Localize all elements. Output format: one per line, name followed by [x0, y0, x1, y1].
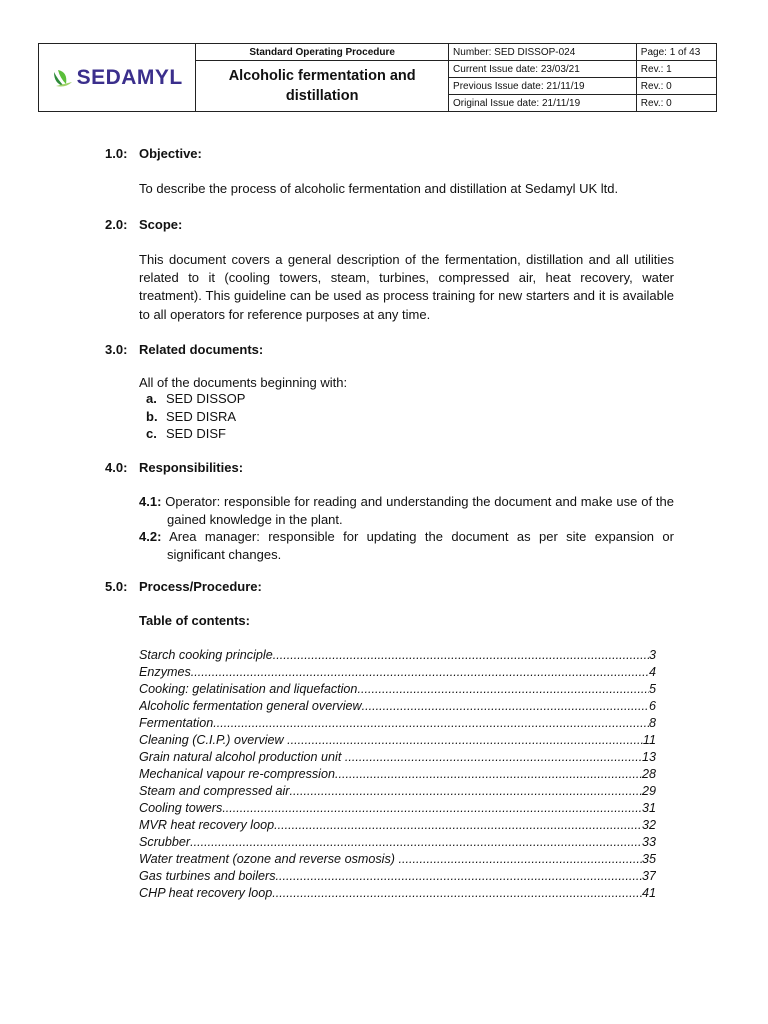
related-intro: All of the documents beginning with:: [139, 375, 348, 390]
dot-leader: [213, 715, 649, 732]
page-count: Page: 1 of 43: [636, 44, 716, 61]
toc-page-number: 33: [641, 835, 656, 849]
dot-leader: [190, 834, 642, 851]
toc-page-number: 35: [641, 852, 656, 866]
header-table: [38, 43, 717, 112]
dot-leader: [357, 681, 649, 698]
toc-entry[interactable]: [139, 698, 656, 715]
toc-page-number: 8: [648, 716, 656, 730]
toc-entry[interactable]: [139, 885, 656, 902]
dot-leader: [335, 766, 642, 783]
doc-title: Alcoholic fermentation and distillation: [196, 61, 449, 112]
dot-leader: [362, 698, 649, 715]
toc-entry[interactable]: [139, 834, 656, 851]
toc-entry[interactable]: [139, 766, 656, 783]
toc-entry-title: Steam and compressed air: [139, 784, 290, 798]
list-item: c. SED DISF: [146, 426, 226, 441]
toc-entry-title: Grain natural alcohol production unit: [139, 750, 345, 764]
toc-entry-title: Cooling towers: [139, 801, 223, 815]
original-rev: Rev.: 0: [636, 95, 716, 112]
dot-leader: [272, 885, 642, 902]
leaf-icon: [52, 68, 74, 88]
responsibilities-list: [139, 493, 674, 563]
toc-entry[interactable]: [139, 647, 656, 664]
section-heading: Related documents:: [139, 342, 264, 357]
list-item: 4.1: Operator: responsible for reading and understanding the document and make use of the gained knowledge in the plant.: [139, 494, 674, 527]
toc-entry[interactable]: [139, 800, 656, 817]
toc-entry[interactable]: [139, 817, 656, 834]
previous-rev: Rev.: 0: [636, 78, 716, 95]
dot-leader: [290, 783, 642, 800]
toc-page-number: 11: [642, 733, 656, 747]
dot-leader: [276, 868, 642, 885]
section-number: 5.0:: [105, 579, 128, 594]
toc-entry-title: Cleaning (C.I.P.) overview: [139, 733, 288, 747]
toc-entry-title: Gas turbines and boilers: [139, 869, 276, 883]
toc-entry-title: MVR heat recovery loop: [139, 818, 275, 832]
toc-entry[interactable]: [139, 868, 656, 885]
toc-entry-title: Mechanical vapour re-compression: [139, 767, 335, 781]
toc-page-number: 31: [641, 801, 656, 815]
dot-leader: [287, 732, 643, 749]
previous-issue: Previous Issue date: 21/11/19: [449, 78, 637, 95]
toc-entry[interactable]: [139, 783, 656, 800]
toc-entry-title: CHP heat recovery loop: [139, 886, 273, 900]
dot-leader: [222, 800, 642, 817]
objective-text: To describe the process of alcoholic fermentation and distillation at Sedamyl UK ltd.: [139, 181, 619, 196]
original-issue: Original Issue date: 21/11/19: [449, 95, 637, 112]
doc-type: Standard Operating Procedure: [196, 44, 449, 61]
list-item: a. SED DISSOP: [146, 391, 246, 406]
toc-entry[interactable]: [139, 715, 656, 732]
toc-entry[interactable]: [139, 851, 656, 868]
toc-entry[interactable]: [139, 732, 656, 749]
toc-page-number: 4: [648, 665, 656, 679]
dot-leader: [274, 817, 642, 834]
toc-entry-title: Enzymes: [139, 665, 191, 679]
table-of-contents: [139, 647, 656, 902]
toc-page-number: 32: [641, 818, 656, 832]
section-number: 1.0:: [105, 146, 128, 161]
toc-page-number: 6: [648, 699, 656, 713]
toc-page-number: 37: [641, 869, 656, 883]
dot-leader: [273, 647, 649, 664]
section-number: 3.0:: [105, 342, 128, 357]
toc-entry-title: Cooking: gelatinisation and liquefaction: [139, 682, 358, 696]
toc-entry-title: Starch cooking principle: [139, 648, 273, 662]
toc-title: Table of contents:: [139, 613, 250, 628]
toc-entry-title: Alcoholic fermentation general overview: [139, 699, 362, 713]
toc-page-number: 41: [641, 886, 656, 900]
toc-page-number: 13: [641, 750, 656, 764]
toc-page-number: 29: [641, 784, 656, 798]
section-number: 2.0:: [105, 217, 128, 232]
toc-entry-title: Scrubber: [139, 835, 191, 849]
section-heading: Responsibilities:: [139, 460, 244, 475]
toc-entry-title: Fermentation: [139, 716, 214, 730]
toc-entry[interactable]: [139, 749, 656, 766]
doc-number: Number: SED DISSOP-024: [449, 44, 637, 61]
dot-leader: [398, 851, 642, 868]
toc-entry[interactable]: [139, 664, 656, 681]
scope-text: This document covers a general description of the fermentation, distillation and all utilities related to it (cooling towers, steam, turbines, compressed air, heat recovery, water treatment). This guideline can be used as process training for new starters and it is available to all operators for reference purposes at any time.: [139, 252, 674, 322]
toc-page-number: 28: [641, 767, 656, 781]
toc-page-number: 3: [648, 648, 656, 662]
section-heading: Objective:: [139, 146, 202, 161]
toc-entry-title: Water treatment (ozone and reverse osmosis): [139, 852, 399, 866]
current-issue: Current Issue date: 23/03/21: [449, 61, 637, 78]
section-heading: Process/Procedure:: [139, 579, 262, 594]
toc-page-number: 5: [648, 682, 656, 696]
dot-leader: [345, 749, 642, 766]
list-item: b. SED DISRA: [146, 409, 237, 424]
dot-leader: [191, 664, 649, 681]
current-rev: Rev.: 1: [636, 61, 716, 78]
toc-entry[interactable]: [139, 681, 656, 698]
logo: SEDAMYL: [39, 44, 196, 112]
list-item: 4.2: Area manager: responsible for updating the document as per site expansion or significant changes.: [139, 529, 674, 562]
section-number: 4.0:: [105, 460, 128, 475]
section-heading: Scope:: [139, 217, 183, 232]
